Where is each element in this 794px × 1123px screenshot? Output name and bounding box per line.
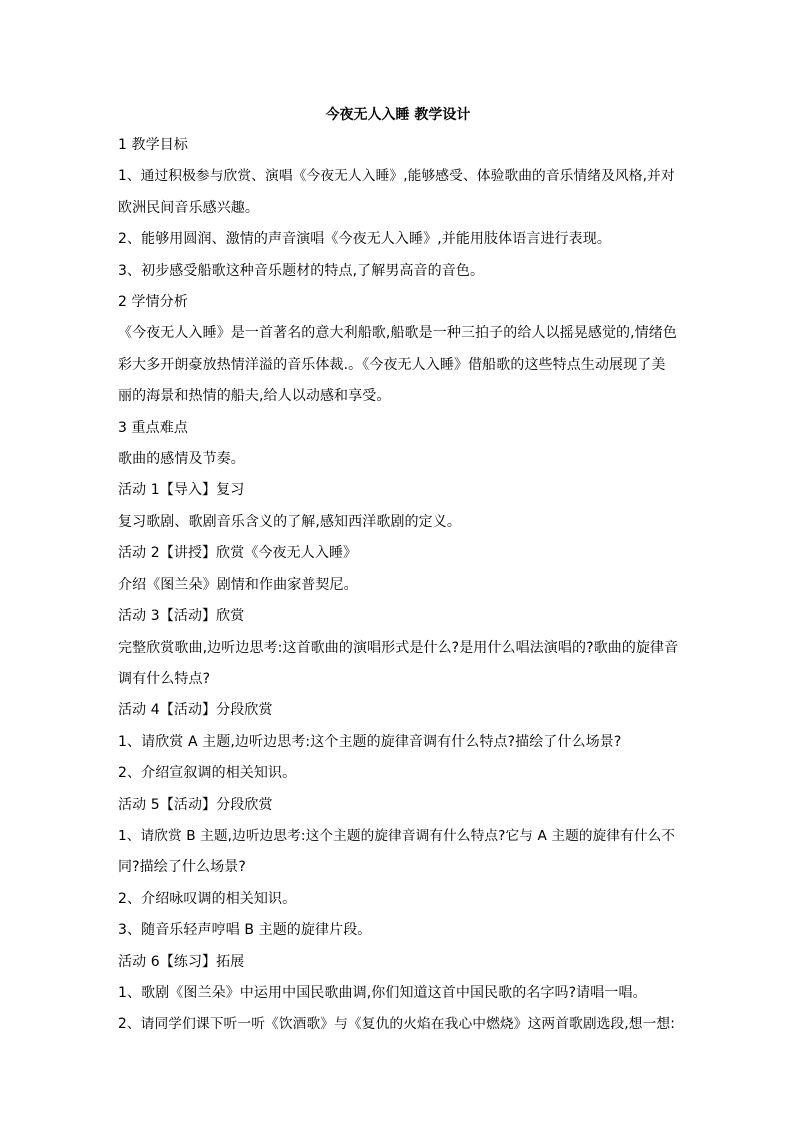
document-title: 今夜无人入睡 教学设计: [325, 107, 471, 123]
paragraph-line: 1、请欣赏 B 主题,边听边思考:这个主题的旋律音调有什么特点?它与 A 主题的旋律有什么不: [118, 827, 676, 844]
paragraph-line: 介绍《图兰朵》剧情和作曲家普契尼。: [118, 576, 358, 593]
paragraph-line: 完整欣赏歌曲,边听边思考:这首歌曲的演唱形式是什么?是用什么唱法演唱的?歌曲的旋律音: [118, 639, 679, 656]
paragraph-line: 1、歌剧《图兰朵》中运用中国民歌曲调,你们知道这首中国民歌的名字吗?请唱一唱。: [118, 984, 647, 1001]
paragraph-line: 丽的海景和热情的船夫,给人以动感和享受。: [118, 388, 391, 405]
section-heading-objectives: 1 教学目标: [118, 137, 188, 153]
activity-heading: 活动 6【练习】拓展: [118, 953, 245, 970]
paragraph-line: 复习歌剧、歌剧音乐含义的了解,感知西洋歌剧的定义。: [118, 513, 461, 530]
activity-heading: 活动 3【活动】欣赏: [118, 608, 245, 625]
document-page: [118, 100, 678, 1041]
paragraph-line: 2、请同学们课下听一听《饮酒歌》与《复仇的火焰在我心中燃烧》这两首歌剧选段,想一想:: [118, 1016, 675, 1033]
paragraph-line: 2、能够用圆润、激情的声音演唱《今夜无人入睡》,并能用肢体语言进行表现。: [118, 231, 611, 248]
paragraph-line: 同?描绘了什么场景?: [118, 859, 246, 876]
paragraph-line: 2、介绍宣叙调的相关知识。: [118, 765, 297, 782]
paragraph-line: 1、通过积极参与欣赏、演唱《今夜无人入睡》,能够感受、体验歌曲的音乐情绪及风格,并对: [118, 168, 675, 185]
paragraph-line: 《今夜无人入睡》是一首著名的意大利船歌,船歌是一种三拍子的给人以摇晃感觉的,情绪色: [118, 325, 677, 342]
paragraph-line: 3、随音乐轻声哼唱 B 主题的旋律片段。: [118, 922, 372, 939]
paragraph-line: 2、介绍咏叹调的相关知识。: [118, 890, 297, 907]
activity-heading: 活动 5【活动】分段欣赏: [118, 796, 273, 813]
paragraph-line: 欧洲民间音乐感兴趣。: [118, 199, 259, 216]
paragraph-line: 3、初步感受船歌这种音乐题材的特点,了解男高音的音色。: [118, 262, 485, 279]
paragraph-line: 1、请欣赏 A 主题,边听边思考:这个主题的旋律音调有什么特点?描绘了什么场景?: [118, 733, 622, 750]
activity-heading: 活动 4【活动】分段欣赏: [118, 702, 273, 719]
paragraph-line: 调有什么特点?: [118, 670, 211, 687]
section-heading-analysis: 2 学情分析: [118, 294, 188, 311]
paragraph-line: 歌曲的感情及节奏。: [118, 451, 245, 468]
paragraph-line: 彩大多开朗豪放热情洋溢的音乐体裁.。《今夜无人入睡》借船歌的这些特点生动展现了美: [118, 356, 666, 373]
activity-heading: 活动 1【导入】复习: [118, 482, 245, 499]
activity-heading: 活动 2【讲授】欣赏《今夜无人入睡》: [118, 545, 358, 562]
section-heading-key-points: 3 重点难点: [118, 419, 188, 436]
